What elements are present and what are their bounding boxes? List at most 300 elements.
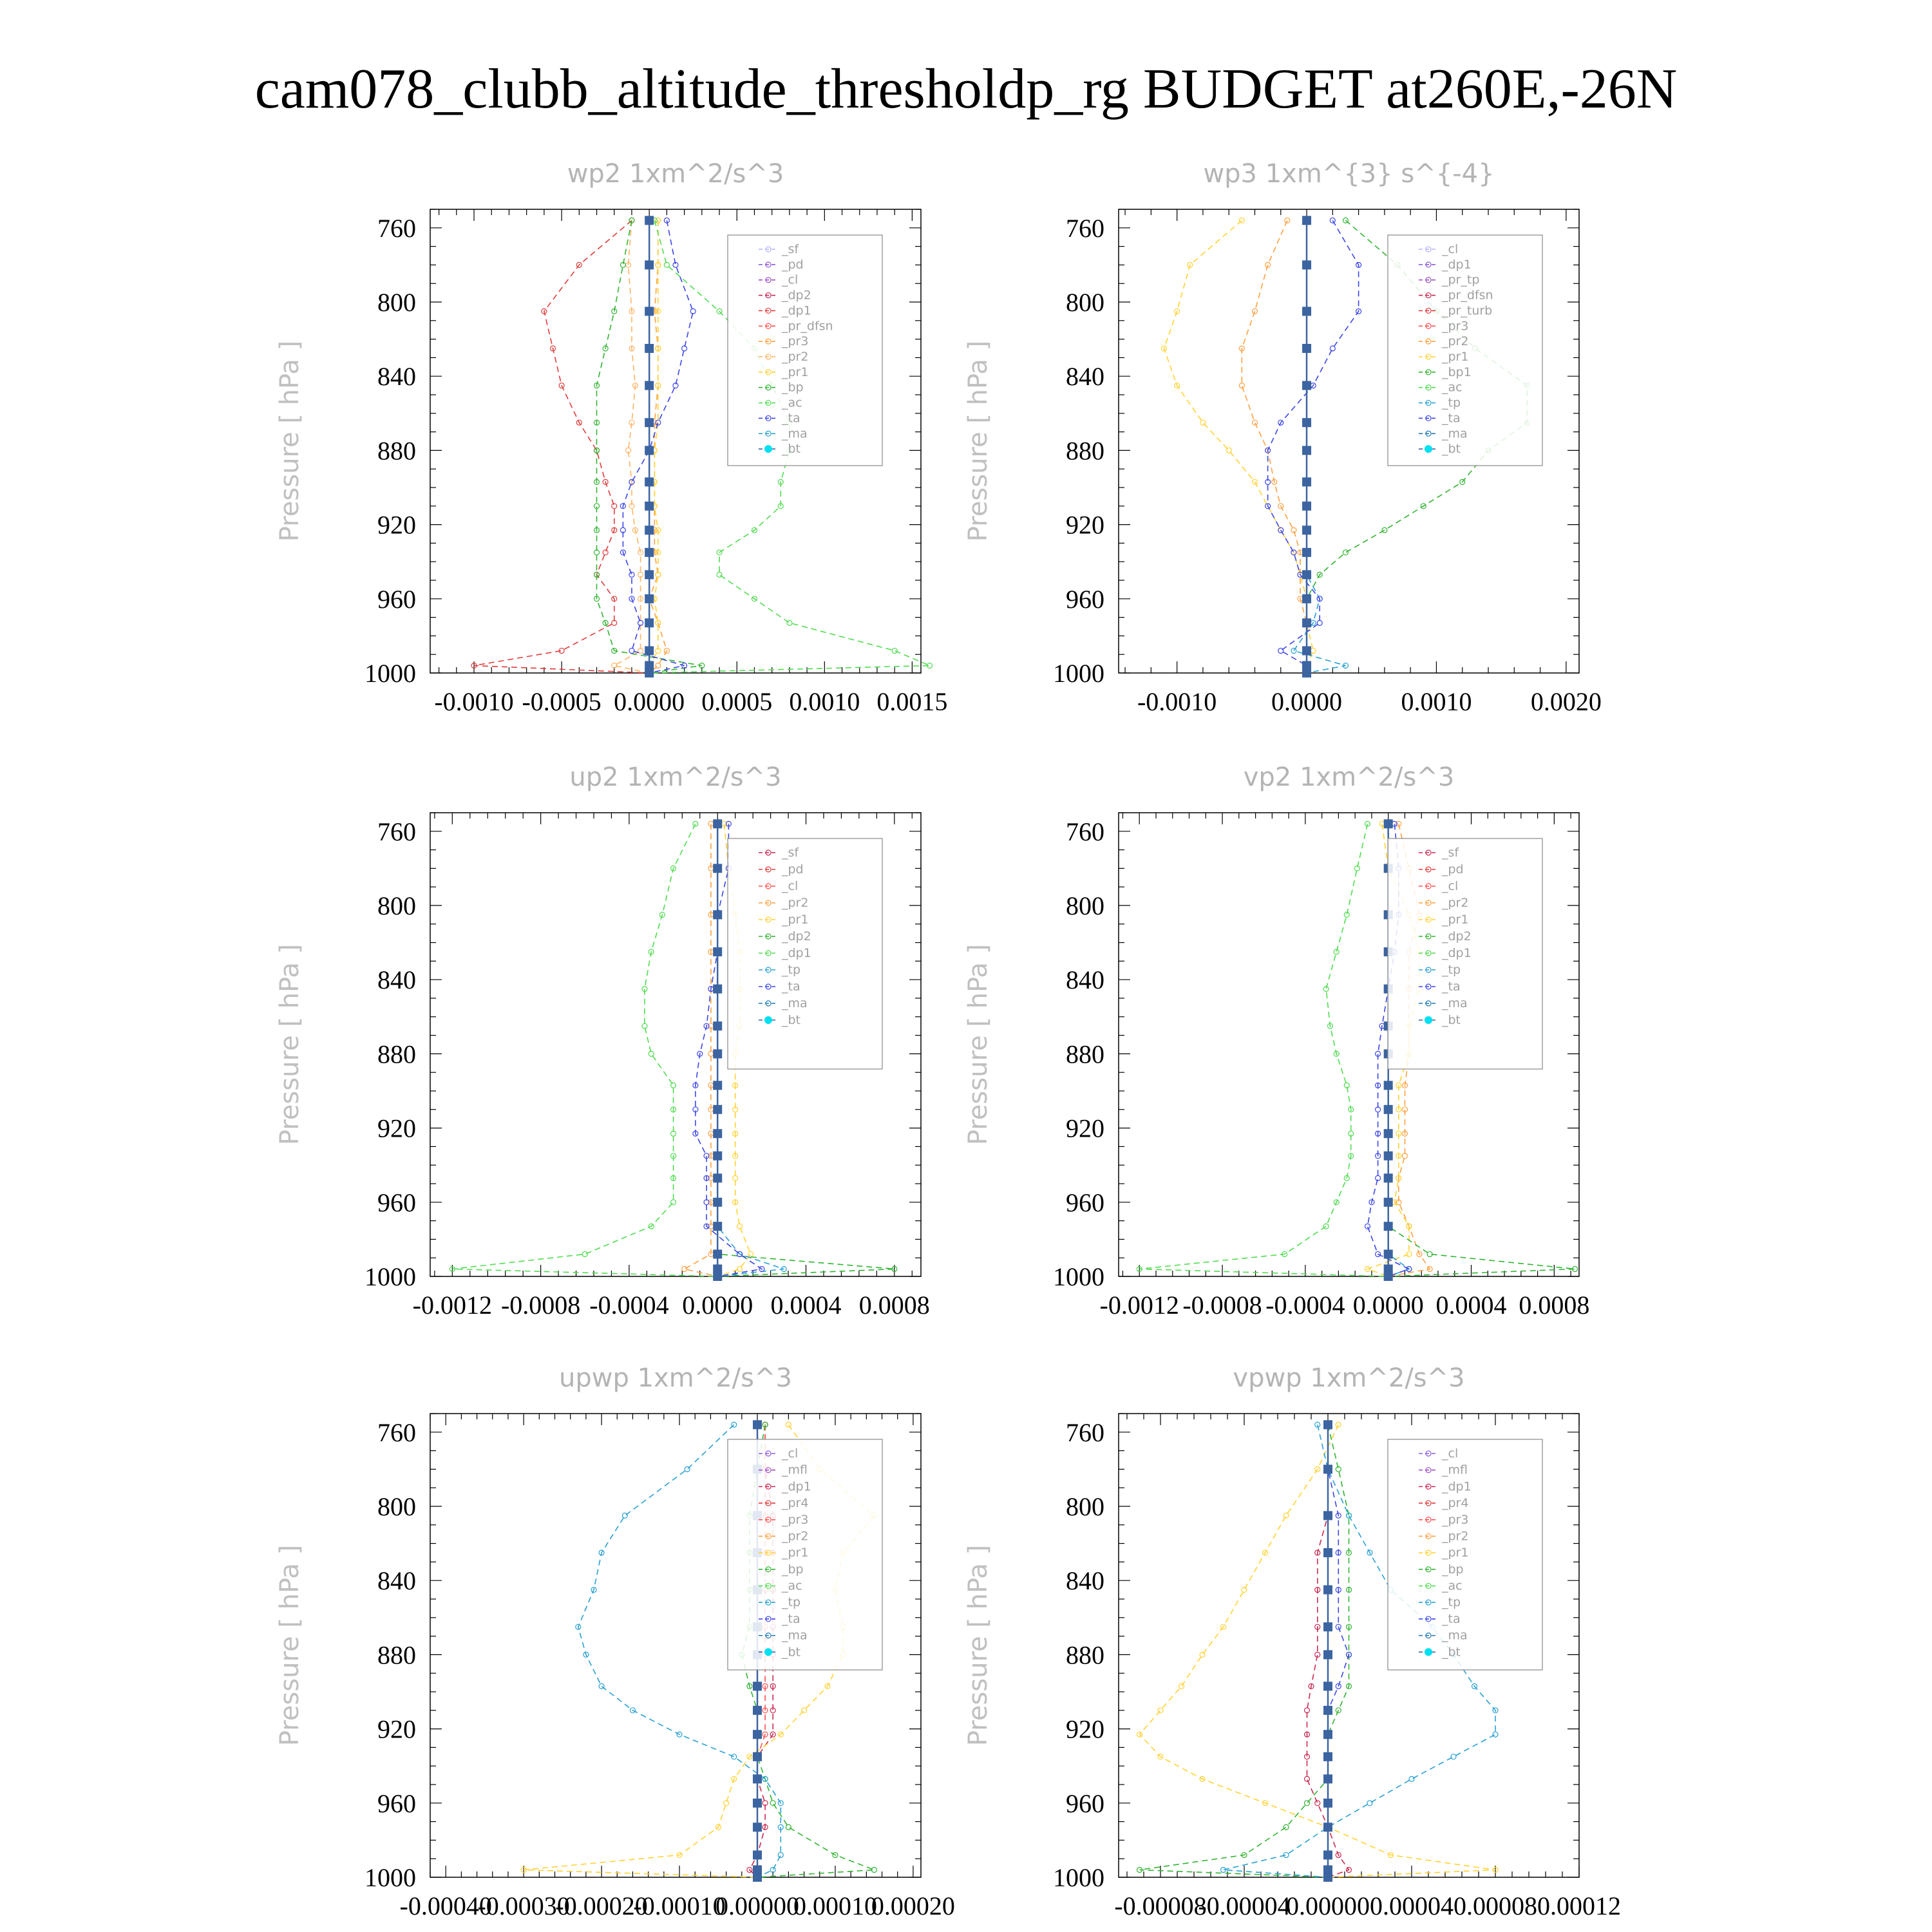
legend-label: _bp1 (1442, 365, 1472, 379)
legend-label: _pd (1442, 862, 1464, 876)
data-point-ta (1365, 1224, 1370, 1229)
data-point-bt (1384, 1081, 1393, 1090)
x-tick-label: 0.0004 (770, 1291, 842, 1320)
legend-label: _pr_dfsn (782, 319, 833, 334)
legend-label: _dp2 (1442, 929, 1472, 943)
data-point-bt (713, 1173, 722, 1182)
legend-label: _mfl (1442, 1463, 1468, 1477)
legend-label: _pr1 (1442, 913, 1469, 927)
y-tick-label: 1000 (1053, 659, 1104, 688)
legend-label: _dp1 (1442, 1479, 1472, 1494)
legend-label: _pr2 (782, 896, 809, 910)
data-point-bt (713, 985, 722, 994)
y-tick-label: 840 (377, 965, 416, 995)
x-tick-label: -0.0012 (1099, 1291, 1179, 1320)
y-tick-label: 840 (1066, 965, 1104, 995)
panel-2 (963, 159, 1602, 716)
legend-label: _dp1 (782, 303, 811, 318)
data-point-bt (1323, 1586, 1332, 1595)
data-point-bt (753, 1774, 762, 1783)
data-point-bt (645, 446, 654, 455)
data-point-pr1 (1311, 648, 1316, 653)
data-point-tp (1451, 1754, 1456, 1759)
data-point-ta (629, 572, 634, 577)
x-tick-label: -0.0008 (1182, 1291, 1262, 1320)
legend-label: _dp2 (782, 288, 811, 303)
data-point-bt (713, 1151, 722, 1160)
legend-label: _pr3 (1442, 319, 1469, 334)
data-point-bt (1323, 1681, 1332, 1690)
data-point-bt (1302, 526, 1311, 535)
x-tick-label: 0.00004 (1370, 1891, 1454, 1920)
series-line-dp1 (474, 220, 649, 673)
y-tick-label: 800 (1066, 1492, 1104, 1521)
x-tick-label: -0.0005 (522, 687, 601, 716)
legend-label: _ma (782, 996, 808, 1010)
data-point-pr1 (748, 1251, 753, 1256)
data-point-pr1 (1406, 1251, 1412, 1256)
y-axis-label: Pressure [ hPa ] (275, 943, 305, 1146)
data-point-dp1 (603, 550, 608, 555)
x-tick-label: 0.0015 (876, 687, 948, 716)
y-tick-label: 760 (1066, 817, 1104, 846)
data-point-bt (1323, 1511, 1332, 1520)
legend-label: _pr_turb (1442, 303, 1493, 318)
legend-label: _cl (782, 879, 799, 893)
x-tick-label: 0.00000 (715, 1891, 799, 1920)
x-tick-label: 0.0008 (1519, 1291, 1590, 1320)
x-tick-label: 0.00008 (1454, 1891, 1537, 1920)
legend-label: _pr1 (782, 1546, 809, 1560)
x-tick-label: -0.0004 (1265, 1291, 1345, 1320)
series-line-pr2 (1242, 220, 1307, 673)
data-point-bp (770, 1801, 775, 1806)
data-point-bt (1323, 1823, 1332, 1832)
y-tick-label: 960 (377, 1188, 416, 1217)
data-point-bt (1302, 418, 1311, 427)
data-point-ac (892, 648, 897, 653)
data-point-bt (713, 1105, 722, 1114)
panel-4 (963, 762, 1589, 1320)
y-tick-label: 960 (1066, 1788, 1104, 1818)
y-axis-label: Pressure [ hPa ] (963, 943, 993, 1146)
panel-title: wp3 1xm^{3} s^{-4} (1203, 159, 1495, 189)
data-point-bt (1302, 618, 1311, 627)
y-tick-label: 920 (1066, 1113, 1104, 1143)
legend-label: _pr3 (782, 334, 809, 349)
panel-title: vp2 1xm^2/s^3 (1243, 762, 1455, 792)
data-point-tp (685, 1466, 690, 1472)
data-point-bt (1323, 1706, 1332, 1715)
y-tick-label: 920 (377, 510, 416, 540)
legend-label: _ma (782, 426, 808, 441)
x-tick-label: -0.00008 (1114, 1891, 1207, 1920)
data-point-bt (645, 570, 654, 579)
data-point-bt (1323, 1774, 1332, 1783)
legend-label: _dp1 (1442, 946, 1472, 960)
series-line-pr1 (1164, 220, 1314, 673)
data-point-dp1 (649, 1051, 654, 1056)
y-axis-label: Pressure [ hPa ] (275, 1544, 305, 1747)
legend-label: _pd (782, 862, 804, 876)
data-point-pr2 (682, 1266, 687, 1271)
panel-1 (275, 159, 947, 716)
y-tick-label: 760 (1066, 1417, 1104, 1447)
data-point-bt (713, 947, 722, 956)
y-tick-label: 920 (1066, 1714, 1104, 1744)
data-point-pr1 (1158, 1708, 1163, 1713)
y-tick-label: 800 (1066, 891, 1104, 920)
legend-label: _cl (782, 272, 799, 287)
data-point-pr2 (1252, 420, 1257, 425)
legend-label: _sf (782, 242, 799, 256)
data-point-bt (1323, 1650, 1332, 1659)
x-tick-label: -0.0012 (412, 1291, 492, 1320)
data-point-pr1 (737, 1224, 743, 1229)
data-point-pr2 (1285, 218, 1290, 223)
y-tick-label: 800 (1066, 288, 1104, 317)
data-point-pr1 (1200, 420, 1206, 425)
legend-label: _ta (782, 980, 800, 994)
x-tick-label: -0.00030 (477, 1891, 570, 1920)
x-tick-label: -0.0004 (589, 1291, 669, 1320)
series-line-pr2 (614, 220, 649, 673)
y-tick-label: 800 (377, 288, 416, 317)
y-tick-label: 840 (1066, 1566, 1104, 1596)
legend-label: _tp (1442, 1595, 1461, 1610)
data-point-bp (1283, 1824, 1289, 1830)
data-point-bt (753, 1873, 762, 1882)
data-point-pr1 (1226, 448, 1231, 453)
data-point-bt (645, 594, 654, 603)
legend-label: _ta (1442, 411, 1461, 426)
data-point-bp1 (1343, 550, 1348, 555)
data-point-pr1 (1242, 1587, 1247, 1593)
data-point-pr1 (1283, 1513, 1289, 1518)
y-tick-label: 880 (377, 1039, 416, 1069)
y-tick-label: 1000 (1053, 1863, 1104, 1892)
data-point-bt (713, 1049, 722, 1058)
y-tick-label: 960 (377, 1788, 416, 1818)
y-tick-label: 760 (377, 213, 416, 243)
legend-label: _ma (1442, 426, 1468, 441)
y-axis-label: Pressure [ hPa ] (275, 340, 305, 542)
x-tick-label: -0.0010 (1137, 687, 1217, 716)
data-point-bt (713, 1129, 722, 1138)
data-point-ta (629, 648, 634, 653)
series-line-dp1 (452, 824, 717, 1276)
series-line-ta (1268, 220, 1359, 673)
data-point-ta (1330, 218, 1335, 223)
x-tick-label: 0.0010 (789, 687, 860, 716)
legend-label: _ma (1442, 1628, 1468, 1643)
data-point-bt (753, 1420, 762, 1429)
y-tick-label: 840 (1066, 362, 1104, 392)
data-point-bt (1323, 1622, 1332, 1631)
data-point-bt (713, 1081, 722, 1090)
data-point-bt (1384, 1272, 1393, 1281)
data-point-pr1 (724, 1801, 729, 1806)
y-tick-label: 1000 (365, 659, 416, 688)
data-point-bt (1384, 1151, 1393, 1160)
data-point-bt (1384, 1222, 1393, 1231)
legend-label: _tp (1442, 963, 1461, 977)
panel-title: upwp 1xm^2/s^3 (559, 1363, 792, 1393)
data-point-pr1 (786, 1422, 791, 1427)
legend-label: _ma (1442, 996, 1468, 1010)
x-tick-label: 0.0000 (1352, 1291, 1424, 1320)
legend-label: _pr1 (782, 365, 809, 379)
legend-label: _pd (782, 257, 804, 272)
data-point-bt (1323, 1752, 1332, 1761)
x-tick-label: 0.0020 (1530, 687, 1602, 716)
data-point-pr1 (1179, 1683, 1184, 1689)
y-tick-label: 960 (1066, 584, 1104, 614)
x-tick-label: 0.0000 (614, 687, 685, 716)
legend-label: _tp (1442, 395, 1461, 410)
legend-label: _sf (1442, 846, 1459, 860)
data-point-dp1 (1305, 1776, 1310, 1781)
legend-label: _ta (782, 1611, 800, 1626)
data-point-bt (713, 910, 722, 919)
data-point-bt (753, 1823, 762, 1832)
data-point-ac (717, 572, 722, 577)
data-point-ac (787, 620, 792, 625)
data-point-bt (1323, 1420, 1332, 1429)
y-tick-label: 800 (377, 891, 416, 920)
data-point-dp1 (693, 821, 698, 826)
data-point-pr1 (737, 1266, 743, 1271)
y-tick-label: 840 (377, 1566, 416, 1596)
y-tick-label: 880 (377, 436, 416, 466)
data-point-bt (1384, 1129, 1393, 1138)
data-point-bt (713, 1272, 722, 1281)
panel-6 (963, 1363, 1621, 1920)
data-point-bp (786, 1824, 791, 1830)
data-point-bt (645, 344, 654, 353)
legend-label: _bt (1442, 442, 1461, 457)
legend-label: _bt (1442, 1013, 1461, 1027)
legend-marker (764, 1648, 772, 1656)
x-tick-label: -0.00040 (399, 1891, 492, 1920)
x-tick-label: -0.00010 (633, 1891, 726, 1920)
x-tick-label: 0.0008 (858, 1291, 930, 1320)
legend-label: _bt (782, 1013, 801, 1027)
legend-marker (764, 445, 772, 453)
legend-label: _dp1 (1442, 257, 1472, 272)
legend-label: _pr4 (1442, 1496, 1469, 1511)
legend-label: _cl (1442, 242, 1459, 256)
data-point-ta (1317, 620, 1322, 625)
x-tick-label: 0.0005 (701, 687, 773, 716)
data-point-dp1 (1315, 1801, 1320, 1806)
data-point-bt (1302, 548, 1311, 557)
data-point-bt (1302, 344, 1311, 353)
y-tick-label: 880 (1066, 1039, 1104, 1069)
legend-label: _pr_tp (1442, 272, 1480, 287)
legend-label: _pr1 (1442, 350, 1469, 364)
legend-label: _mfl (782, 1463, 808, 1477)
data-point-bt (1302, 502, 1311, 511)
panel-3 (275, 762, 930, 1320)
data-point-bt (645, 618, 654, 627)
data-point-pr1 (1200, 1652, 1205, 1657)
x-tick-label: 0.00020 (871, 1891, 955, 1920)
y-tick-label: 760 (377, 1417, 416, 1447)
legend-label: _sf (782, 846, 799, 860)
data-point-bt (713, 864, 722, 873)
legend-marker (1425, 445, 1432, 453)
legend-label: _ac (782, 1578, 802, 1593)
data-point-bt (1384, 1249, 1393, 1258)
data-point-bt (1323, 1464, 1332, 1473)
series-line-tp (1294, 220, 1346, 673)
y-axis-label: Pressure [ hPa ] (963, 340, 993, 542)
legend-label: _bt (782, 442, 801, 457)
data-point-tp (1291, 648, 1296, 653)
data-point-bt (645, 307, 654, 316)
data-point-tp (1493, 1732, 1498, 1737)
data-point-bt (645, 548, 654, 557)
x-tick-label: 0.00012 (1537, 1891, 1621, 1920)
y-axis-label: Pressure [ hPa ] (963, 1544, 993, 1747)
data-point-dp1 (612, 504, 617, 509)
data-point-bt (645, 381, 654, 390)
panel-title: vpwp 1xm^2/s^3 (1233, 1363, 1465, 1393)
legend-label: _ac (1442, 1578, 1463, 1593)
data-point-bt (753, 1730, 762, 1739)
data-point-bt (645, 477, 654, 486)
data-point-bt (713, 819, 722, 828)
y-tick-label: 760 (1066, 213, 1104, 243)
data-point-dp1 (582, 1251, 587, 1256)
data-point-dp1 (671, 1200, 676, 1205)
data-point-bp1 (1382, 527, 1387, 533)
data-point-bt (1384, 819, 1393, 828)
data-point-bt (713, 1198, 722, 1207)
data-point-bt (713, 1021, 722, 1030)
data-point-bt (645, 418, 654, 427)
y-tick-label: 1000 (1053, 1262, 1104, 1291)
legend-label: _cl (1442, 1446, 1459, 1461)
data-point-pr2 (708, 1051, 714, 1056)
data-point-bt (645, 646, 654, 655)
legend-label: _cl (782, 1446, 799, 1461)
legend-label: _ta (782, 411, 800, 426)
data-point-bt (753, 1681, 762, 1690)
data-point-bt (645, 502, 654, 511)
y-tick-label: 760 (377, 817, 416, 846)
legend-label: _pr1 (1442, 1546, 1469, 1560)
data-point-bt (753, 1799, 762, 1808)
x-tick-label: -0.0010 (434, 687, 514, 716)
y-tick-label: 920 (1066, 510, 1104, 540)
data-point-bt (1302, 668, 1311, 677)
data-point-bt (1302, 646, 1311, 655)
legend-label: _bt (1442, 1645, 1461, 1660)
panel-5 (275, 1363, 955, 1920)
x-tick-label: -0.00020 (555, 1891, 648, 1920)
data-point-bt (645, 668, 654, 677)
x-tick-label: -0.0008 (500, 1291, 581, 1320)
data-point-bp (1305, 1801, 1310, 1806)
legend-label: _pr2 (1442, 334, 1469, 349)
data-point-pr1 (1239, 218, 1244, 223)
legend-label: _bt (782, 1645, 801, 1660)
series-line-pr2 (685, 824, 718, 1276)
legend-label: _ac (1442, 380, 1463, 395)
panel-title: wp2 1xm^2/s^3 (567, 159, 784, 189)
data-point-pr2 (1239, 383, 1244, 388)
data-point-bt (1302, 446, 1311, 455)
legend-label: _tp (782, 963, 801, 977)
legend-label: _pr1 (782, 913, 809, 927)
data-point-bt (1302, 260, 1311, 269)
y-tick-label: 960 (377, 584, 416, 614)
x-tick-label: 0.00010 (793, 1891, 877, 1920)
legend-label: _ta (1442, 980, 1461, 994)
legend-label: _dp2 (782, 929, 811, 943)
legend-marker (764, 1016, 772, 1024)
y-tick-label: 920 (377, 1113, 416, 1143)
y-tick-label: 960 (1066, 1188, 1104, 1217)
data-point-pr1 (802, 1708, 807, 1713)
data-point-bt (753, 1850, 762, 1859)
legend-label: _bp (782, 1562, 804, 1577)
data-point-tp (1409, 1776, 1414, 1781)
data-point-bt (713, 1249, 722, 1258)
legend-label: _dp1 (782, 1479, 811, 1494)
data-point-tp (622, 1513, 627, 1518)
x-tick-label: 0.0000 (1271, 687, 1343, 716)
legend-label: _ac (782, 395, 802, 410)
legend-label: _ta (1442, 1611, 1461, 1626)
y-tick-label: 880 (1066, 436, 1104, 466)
data-point-pr3 (656, 663, 661, 668)
data-point-pr1 (733, 1175, 738, 1180)
data-point-bt (645, 216, 654, 225)
legend-label: _bp (782, 380, 804, 395)
data-point-tp (599, 1683, 604, 1689)
data-point-tp (732, 1422, 737, 1427)
legend-label: _pr2 (1442, 1529, 1469, 1544)
x-tick-label: 0.0010 (1401, 687, 1472, 716)
data-point-bt (645, 260, 654, 269)
data-point-bt (753, 1752, 762, 1761)
data-point-bt (1323, 1730, 1332, 1739)
legend-label: _bp (1442, 1562, 1464, 1577)
data-point-bp1 (1343, 218, 1348, 223)
data-point-bt (1302, 216, 1311, 225)
legend-label: _pr3 (782, 1512, 809, 1527)
legend-label: _cl (1442, 879, 1459, 893)
data-point-bt (1323, 1548, 1332, 1557)
y-tick-label: 1000 (365, 1262, 416, 1291)
data-point-tp (1367, 1801, 1372, 1806)
data-point-dp1 (671, 1083, 676, 1088)
legend-label: _pr4 (782, 1496, 809, 1511)
y-tick-label: 880 (377, 1640, 416, 1670)
data-point-bt (1302, 381, 1311, 390)
data-point-bt (1323, 1873, 1332, 1882)
x-tick-label: 0.0004 (1435, 1291, 1507, 1320)
data-point-bt (1302, 570, 1311, 579)
legend-label: _ma (782, 1628, 808, 1643)
legend-label: _pr_dfsn (1442, 288, 1493, 303)
y-tick-label: 840 (377, 362, 416, 392)
legend-marker (1425, 1648, 1432, 1656)
x-tick-label: -0.00004 (1198, 1891, 1291, 1920)
